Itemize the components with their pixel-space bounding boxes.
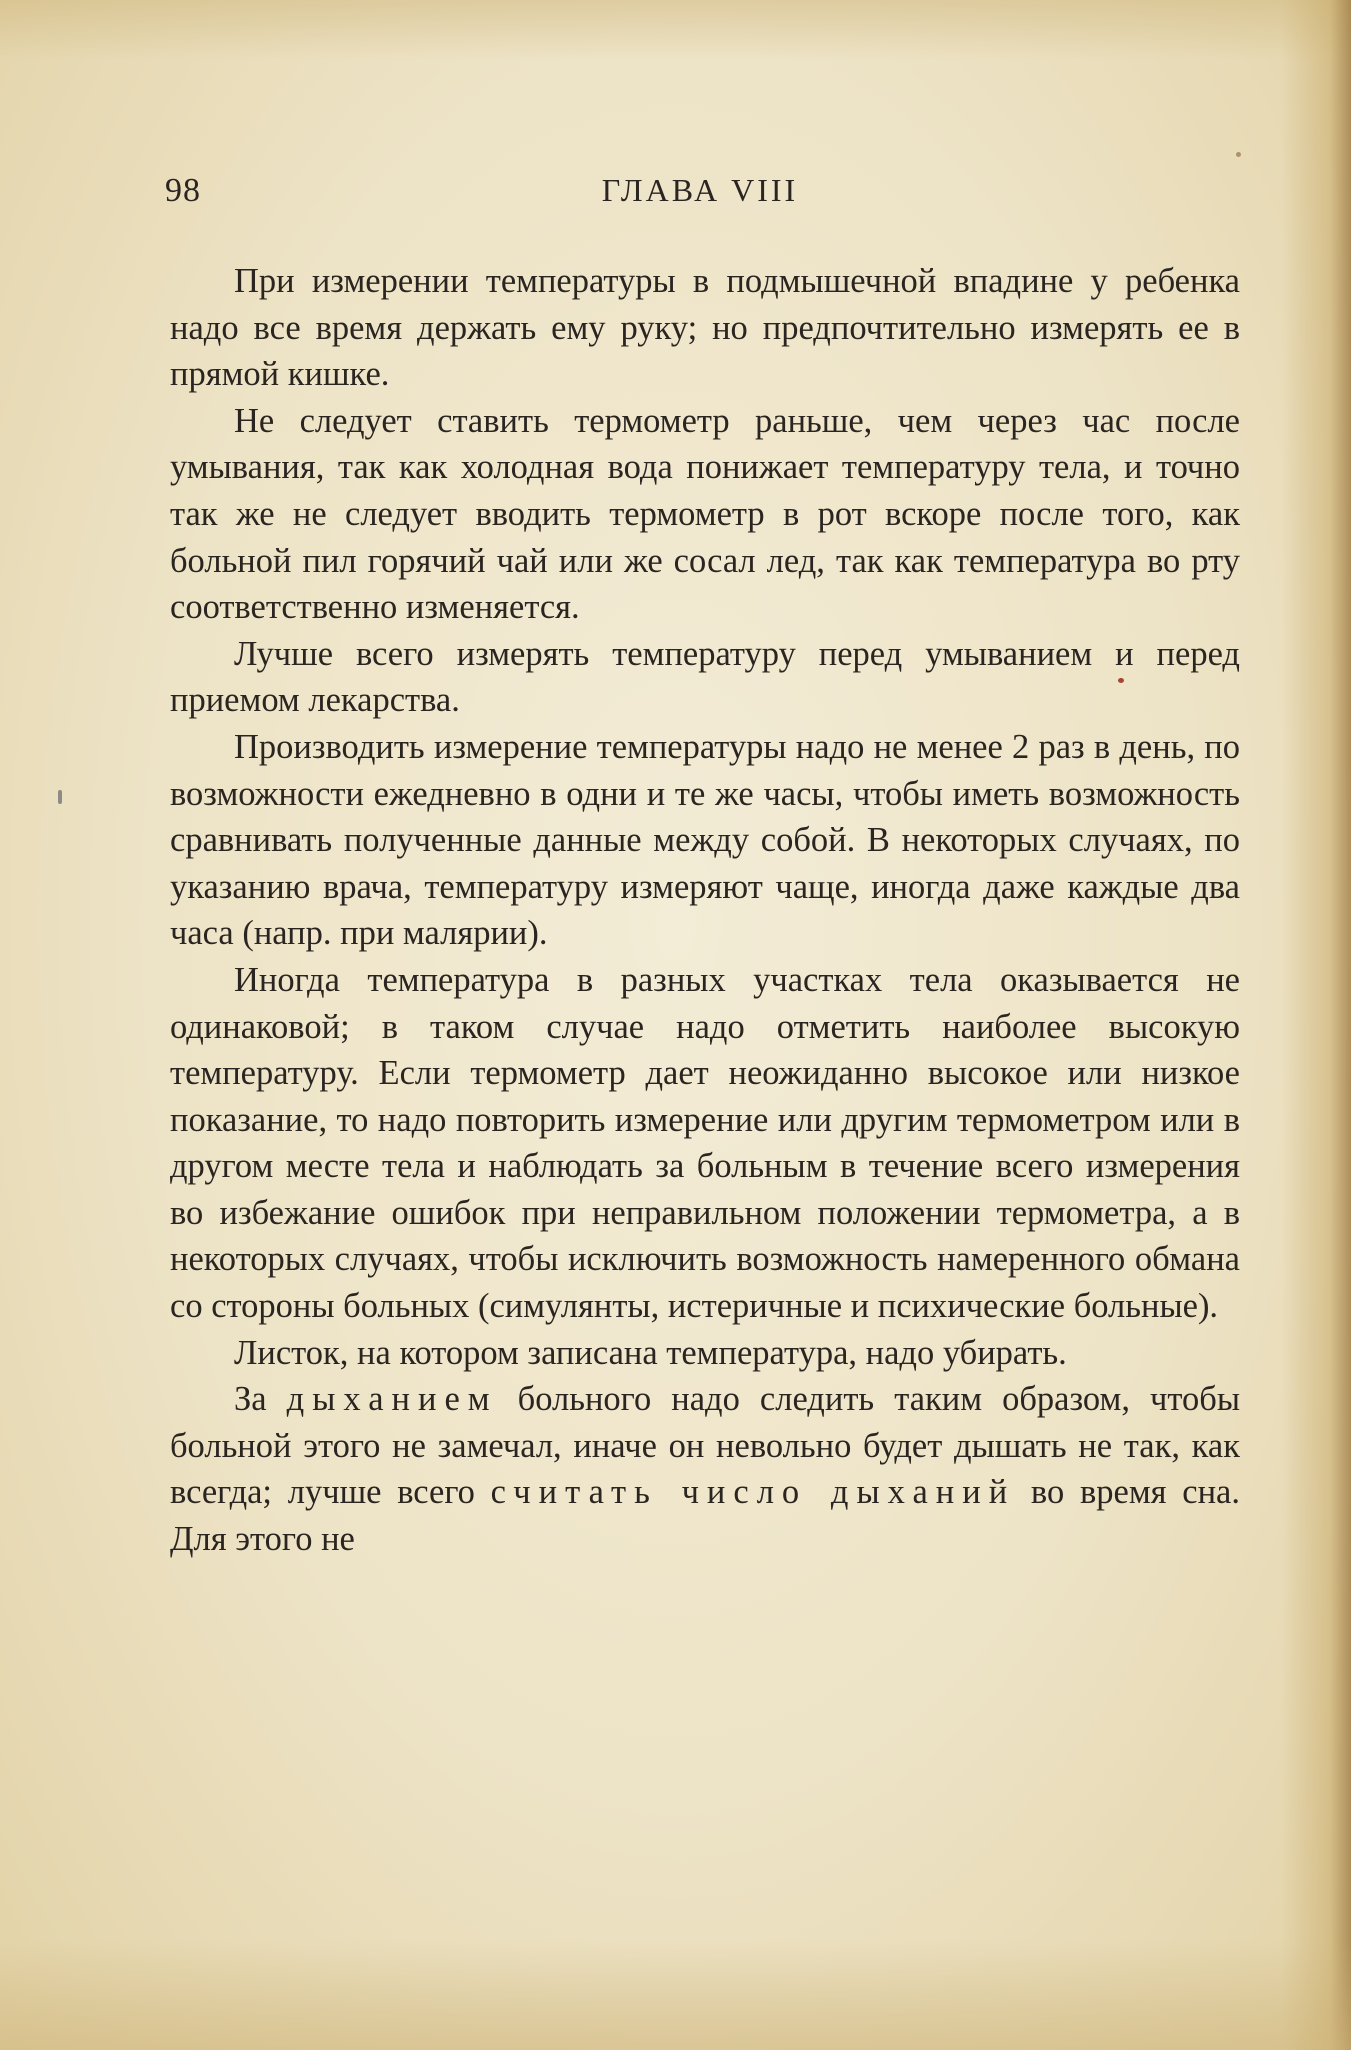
- page-right-shading: [1281, 0, 1351, 2050]
- running-head: ГЛАВА VIII: [601, 172, 799, 208]
- ink-speck: [58, 790, 62, 804]
- spaced-emphasis-text: дыханием: [286, 1380, 498, 1419]
- body-text: [170, 258, 1240, 1563]
- paragraph: [170, 631, 1240, 724]
- paragraph-text: Производить измерение температуры надо не менее 2 раз в день, по возможности ежедневно в одни и те же часы, чтобы иметь возможность сравнивать полученные данные между собой. В некоторых случаях, по указанию врача, температуру измеряют чаще, иногда даже каждые два часа (напр. при малярии).: [170, 727, 1240, 953]
- page-header: [165, 172, 1235, 222]
- paragraph: [170, 398, 1240, 631]
- paragraph: [170, 1376, 1240, 1562]
- ink-speck: [1118, 678, 1124, 683]
- paragraph-text: во время сна. Для этого не: [170, 1473, 1240, 1559]
- paragraph: [170, 258, 1240, 398]
- paragraph-text: Листок, на котором записана температура, надо убирать.: [234, 1333, 1067, 1372]
- ink-speck: [1236, 152, 1241, 157]
- paragraph-text: За: [234, 1380, 287, 1419]
- spaced-emphasis-text: считать число дыханий: [490, 1473, 1016, 1512]
- page-top-shading: [0, 0, 1351, 60]
- paragraph-text: Иногда температура в разных участках тела оказывается не одинаковой; в таком случае надо отметить наиболее высокую температуру. Если термометр дает неожиданно высокое или низкое показание, то надо повторить измерение или другим термометром или в другом месте тела и наблюдать за больным в течение всего измерения во избежание ошибок при неправильном положении термометра, а в некоторых случаях, чтобы исключить возможность намеренного обмана со стороны больных (симулянты, истеричные и психические больные).: [170, 960, 1240, 1326]
- paragraph: [170, 1330, 1240, 1377]
- paragraph-text: Не следует ставить термометр раньше, чем через час после умывания, так как холодная вода понижает температуру тела, и точно так же не следует вводить термометр в рот вскоре после того, как больной пил горячий чай или же сосал лед, так как температура во рту соответственно изменяется.: [170, 401, 1240, 627]
- paragraph-text: больного надо следить таким образом, чтобы больной этого не замечал, иначе он невольно будет дышать не так, как всегда; лучше всего: [170, 1380, 1240, 1512]
- paragraph: [170, 724, 1240, 957]
- paragraph-text: При измерении температуры в подмышечной впадине у ребенка надо все время держать ему руку; но предпочтительно измерять ее в прямой кишке.: [170, 262, 1240, 394]
- page-bottom-shading: [0, 1940, 1351, 2050]
- paragraph-text: Лучше всего измерять температуру перед умыванием и перед приемом лекарства.: [170, 634, 1240, 720]
- paragraph: [170, 957, 1240, 1330]
- page-number: 98: [165, 172, 201, 209]
